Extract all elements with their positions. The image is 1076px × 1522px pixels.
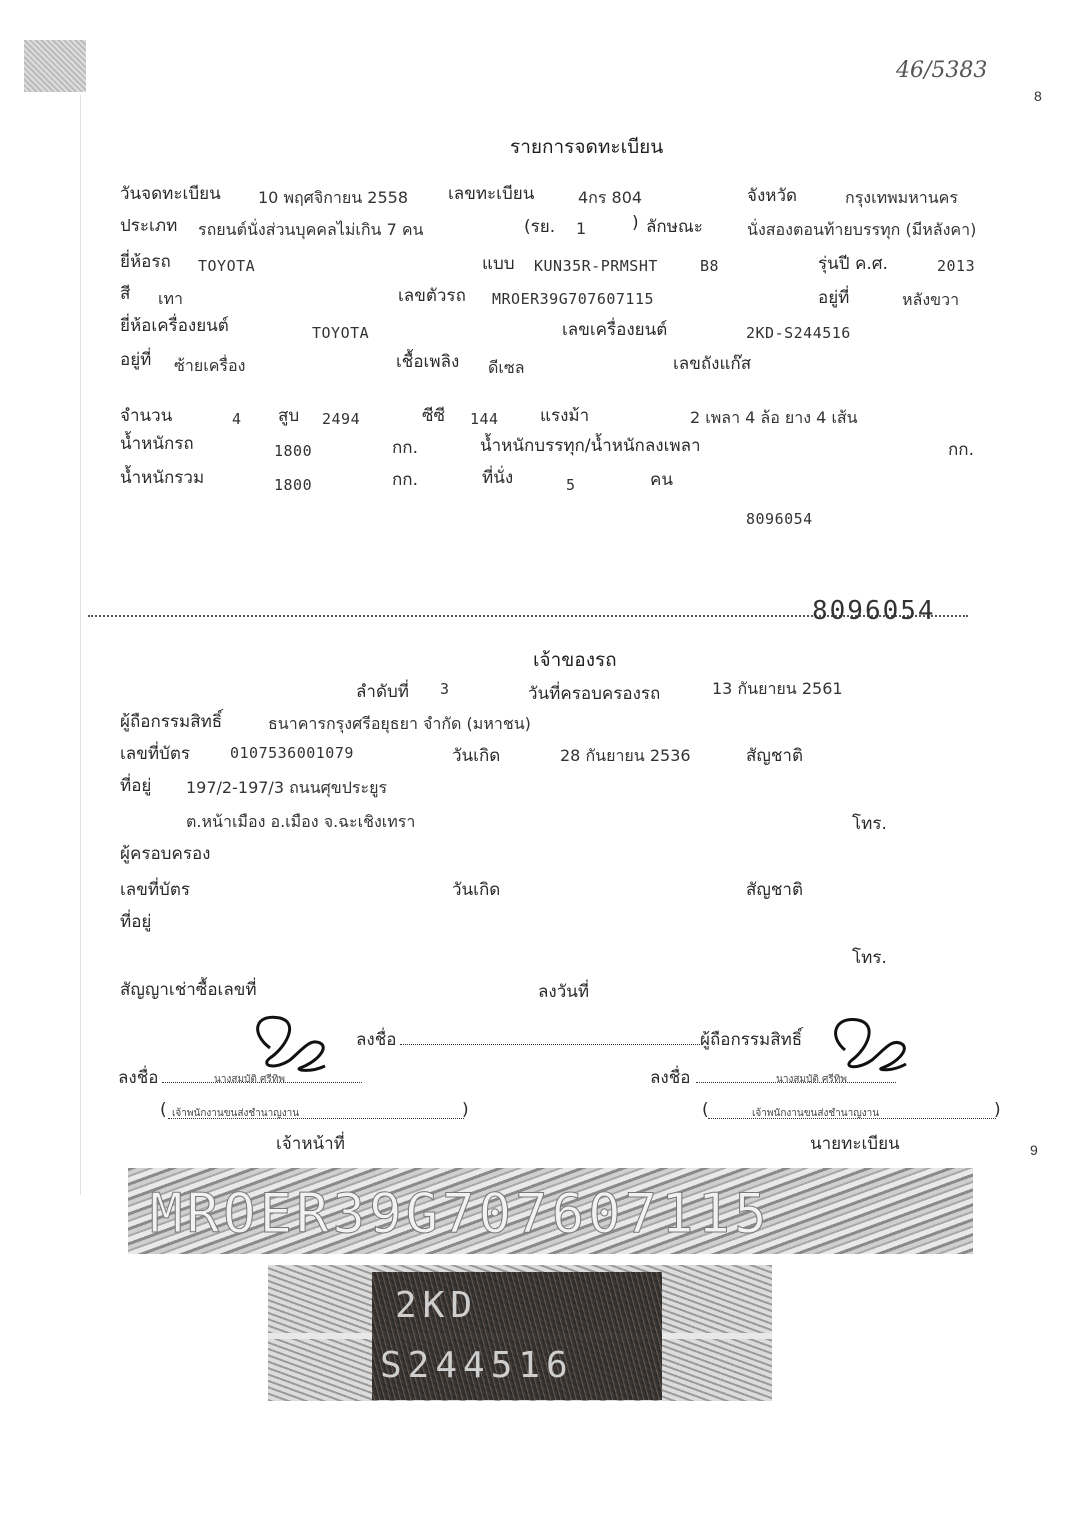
- model-label: แบบ: [482, 254, 515, 274]
- reg-date-value: 10 พฤศจิกายน 2558: [258, 188, 408, 207]
- cylinders-value: 4: [232, 410, 242, 428]
- page-number-bottom: 9: [1030, 1142, 1038, 1158]
- hp-value: 144: [470, 410, 499, 428]
- brand-value: TOYOTA: [198, 257, 256, 275]
- holder-phone-label: โทร.: [852, 948, 887, 968]
- owner-signed-label: ลงชื่อ: [356, 1030, 397, 1050]
- owner-birth-label: วันเกิด: [452, 746, 501, 766]
- fuel-label: เชื้อเพลิง: [396, 352, 460, 372]
- engine-brand-label: ยี่ห้อเครื่องยนต์: [120, 316, 229, 336]
- holder-nationality-label: สัญชาติ: [746, 880, 803, 900]
- close-paren: ): [462, 1100, 469, 1120]
- owner-section-title: เจ้าของรถ: [533, 649, 617, 671]
- plate-label: เลขทะเบียน: [448, 184, 535, 204]
- reg-date-label: วันจดทะเบียน: [120, 184, 221, 204]
- page-number-top: 8: [1034, 88, 1042, 104]
- document-number-large: 8096054: [812, 596, 936, 626]
- registrar-signed-label: ลงชื่อ: [650, 1068, 691, 1088]
- weight-label: น้ำหนักรถ: [120, 434, 194, 454]
- province-value: กรุงเทพมหานคร: [845, 188, 958, 207]
- holder-address-label: ที่อยู่: [120, 912, 152, 932]
- document-number: 8096054: [746, 510, 813, 528]
- engine-no-label: เลขเครื่องยนต์: [562, 320, 668, 340]
- seats-label: ที่นั่ง: [482, 468, 514, 488]
- officer-signature-icon: [240, 1008, 340, 1078]
- vin-location-label: อยู่ที่: [818, 288, 850, 308]
- brand-label: ยี่ห้อรถ: [120, 252, 171, 272]
- officer-position-line: [168, 1118, 464, 1119]
- registrar-title: นายทะเบียน: [810, 1134, 900, 1154]
- engine-brand-value: TOYOTA: [312, 324, 370, 342]
- vin-rubbing-text: MROER39G707607115: [150, 1182, 771, 1245]
- owner-phone-label: โทร.: [852, 814, 887, 834]
- vin-value: MROER39G707607115: [492, 290, 655, 308]
- plate-value: 4กร 804: [578, 188, 643, 207]
- owner-signature-title: ผู้ถือกรรมสิทธิ์: [700, 1030, 803, 1050]
- engine-location-label: อยู่ที่: [120, 350, 152, 370]
- order-label: ลำดับที่: [356, 682, 410, 702]
- officer-position: เจ้าพนักงานขนส่งชำนาญงาน: [172, 1108, 300, 1119]
- officer-signed-label: ลงชื่อ: [118, 1068, 159, 1088]
- possession-date-value: 13 กันยายน 2561: [712, 679, 843, 698]
- page-edge-line: [80, 95, 81, 1195]
- owner-address-line2: ต.หน้าเมือง อ.เมือง จ.ฉะเชิงเทรา: [186, 812, 416, 831]
- engine-rubbing-line1: 2KD: [395, 1285, 479, 1326]
- year-label: รุ่นปี ค.ศ.: [818, 254, 888, 274]
- registrar-position: เจ้าพนักงานขนส่งชำนาญงาน: [752, 1108, 880, 1119]
- vin-label: เลขตัวรถ: [398, 286, 466, 306]
- owner-address-label: ที่อยู่: [120, 776, 152, 796]
- officer-title: เจ้าหน้าที่: [276, 1134, 345, 1154]
- style-label: ลักษณะ: [646, 217, 703, 237]
- holder-id-label: เลขที่บัตร: [120, 880, 191, 900]
- open-paren: (: [160, 1100, 167, 1120]
- ry-close: ): [632, 213, 639, 233]
- total-weight-value: 1800: [274, 476, 313, 494]
- weight-value: 1800: [274, 442, 313, 460]
- lease-number-label: สัญญาเช่าซื้อเลขที่: [120, 980, 257, 1000]
- holder-label: ผู้ครอบครอง: [120, 844, 211, 864]
- model-extra-value: B8: [700, 257, 720, 275]
- type-label: ประเภท: [120, 216, 178, 236]
- owner-address-line1: 197/2-197/3 ถนนศุขประยูร: [186, 778, 388, 797]
- type-value: รถยนต์นั่งส่วนบุคคลไม่เกิน 7 คน: [198, 220, 424, 239]
- engine-location-value: ซ้ายเครื่อง: [174, 356, 246, 375]
- gas-tank-label: เลขถังแก๊ส: [673, 354, 752, 374]
- open-paren-2: (: [702, 1100, 709, 1120]
- cc-unit: ซีซี: [422, 406, 446, 426]
- seats-unit: คน: [650, 470, 673, 490]
- count-label: จำนวน: [120, 406, 173, 426]
- owner-birth-value: 28 กันยายน 2536: [560, 746, 691, 765]
- order-value: 3: [440, 680, 450, 698]
- load-label: น้ำหนักบรรทุก/น้ำหนักลงเพลา: [480, 436, 701, 456]
- engine-rubbing-line2: S244516: [380, 1345, 574, 1386]
- ry-value: 1: [576, 219, 587, 238]
- holder-birth-label: วันเกิด: [452, 880, 501, 900]
- ry-label: (รย.: [524, 217, 556, 237]
- close-paren-2: ): [994, 1100, 1001, 1120]
- owner-name-value: ธนาคารกรุงศรีอยุธยา จำกัด (มหาชน): [268, 714, 531, 733]
- engine-no-value: 2KD-S244516: [746, 324, 851, 342]
- cylinders-unit: สูบ: [278, 406, 300, 426]
- axles-wheels-tires-value: 2 เพลา 4 ล้อ ยาง 4 เส้น: [690, 408, 858, 427]
- fuel-value: ดีเซล: [488, 358, 525, 377]
- cc-value: 2494: [322, 410, 361, 428]
- registrar-name: นางสมบัติ ศรีทิพ: [776, 1074, 847, 1085]
- owner-id-label: เลขที่บัตร: [120, 744, 191, 764]
- seats-value: 5: [566, 476, 576, 494]
- officer-name: นางสมบัติ ศรีทิพ: [214, 1074, 285, 1085]
- possession-date-label: วันที่ครอบครองรถ: [528, 684, 661, 704]
- owner-label: ผู้ถือกรรมสิทธิ์: [120, 712, 223, 732]
- load-unit: กก.: [948, 440, 974, 460]
- year-value: 2013: [937, 257, 976, 275]
- model-value: KUN35R-PRMSHT: [534, 257, 658, 275]
- registrar-signature-icon: [820, 1008, 920, 1078]
- total-weight-label: น้ำหนักรวม: [120, 468, 205, 488]
- color-value: เทา: [158, 289, 183, 308]
- scan-artifact: [24, 40, 86, 92]
- weight-unit: กก.: [392, 438, 418, 458]
- handwritten-reference-number: 46/5383: [896, 58, 988, 83]
- owner-signature-line: [400, 1044, 700, 1045]
- color-label: สี: [120, 284, 131, 304]
- registrar-position-line: [708, 1118, 996, 1119]
- style-value: นั่งสองตอนท้ายบรรทุก (มีหลังคา): [747, 220, 977, 239]
- vin-location-value: หลังขวา: [902, 290, 960, 309]
- sign-date-label: ลงวันที่: [538, 982, 590, 1002]
- owner-nationality-label: สัญชาติ: [746, 746, 803, 766]
- registration-section-title: รายการจดทะเบียน: [510, 136, 664, 158]
- owner-id-value: 0107536001079: [230, 744, 354, 762]
- province-label: จังหวัด: [747, 186, 798, 206]
- hp-unit: แรงม้า: [540, 406, 590, 426]
- total-weight-unit: กก.: [392, 470, 418, 490]
